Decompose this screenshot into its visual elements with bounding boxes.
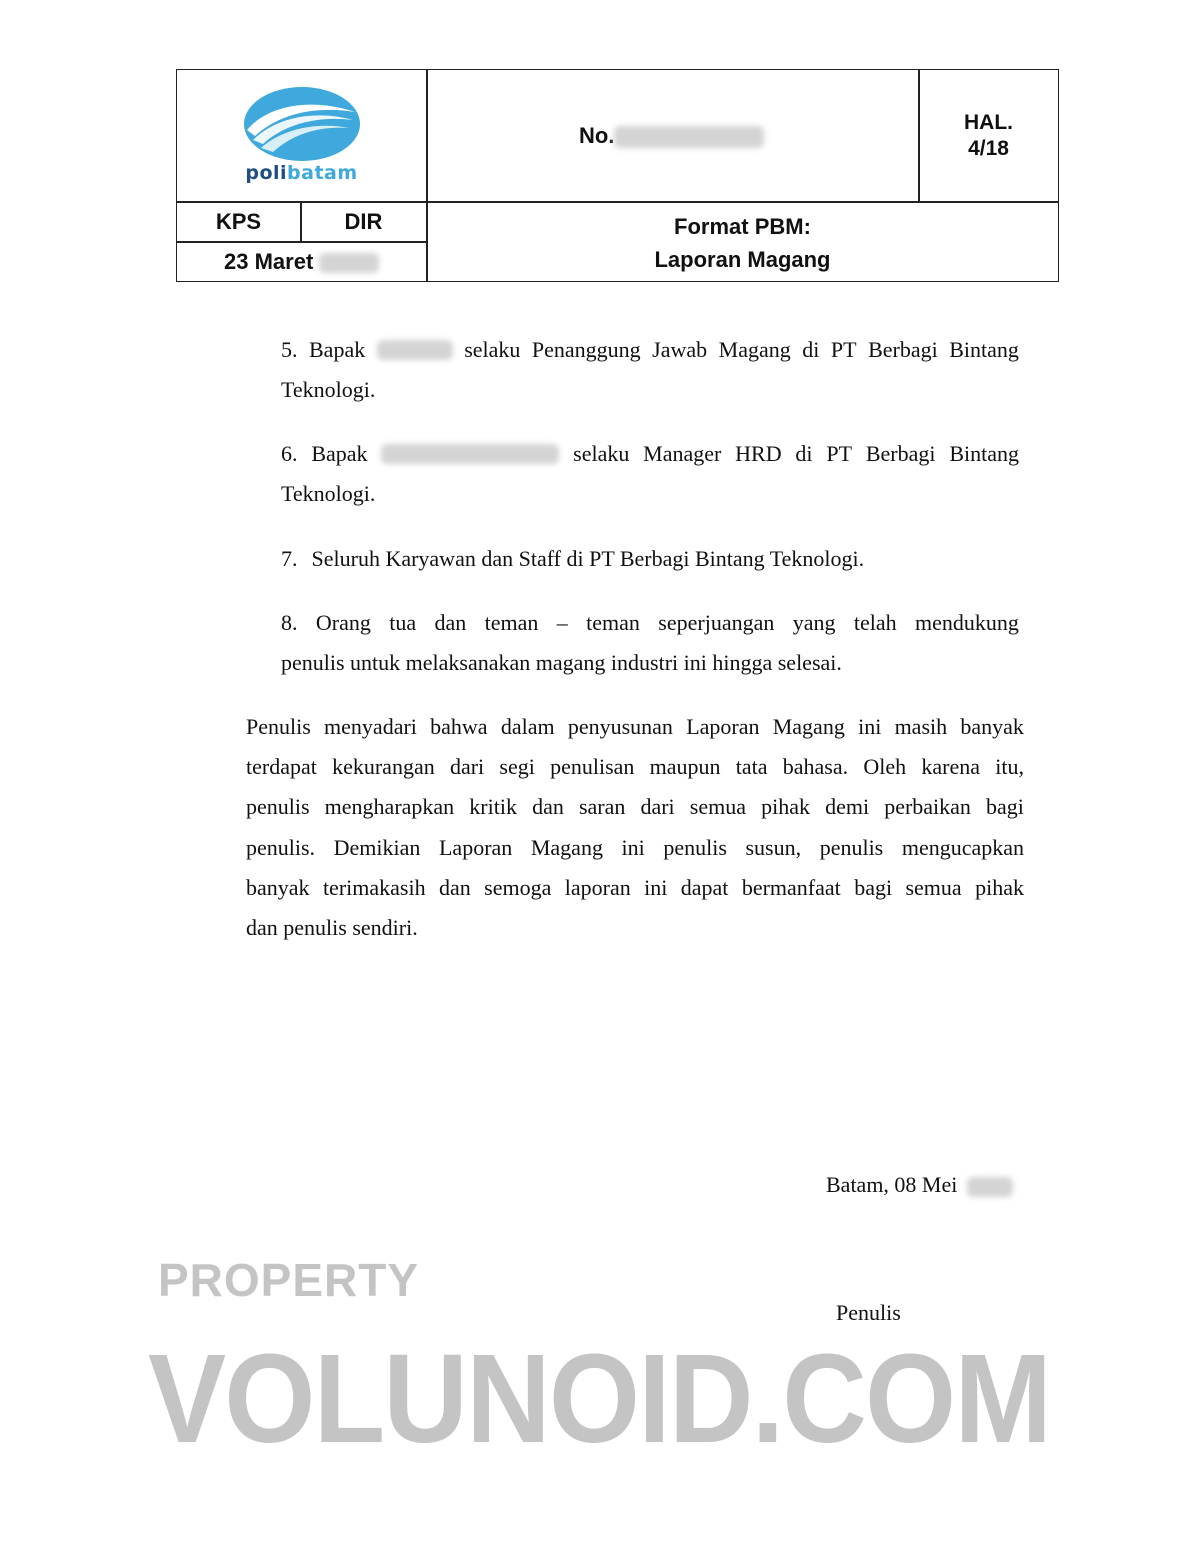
list-item-number: 6.: [281, 441, 298, 466]
signer-label: Penulis: [836, 1300, 901, 1325]
document-header-table: [176, 69, 1059, 282]
paragraph-line: Penulis menyadari bahwa dalam penyusunan Laporan Magang ini masih banyak: [246, 714, 1024, 739]
watermark-line1: PROPERTY: [158, 1254, 420, 1306]
paragraph-line: penulis. Demikian Laporan Magang ini penulis susun, penulis mengucapkan: [246, 834, 1024, 860]
list-item-number: 5.: [281, 337, 298, 362]
list-item-text: Seluruh Karyawan dan Staff di PT Berbagi Bintang Teknologi.: [311, 546, 865, 571]
place-date: Batam, 08 Mei: [826, 1165, 1013, 1205]
logo-cell: [177, 70, 426, 201]
polibatam-logo-icon: [243, 86, 361, 162]
list-item: 5. Bapak selaku Penanggung Jawab Magang di PT Berbagi Bintang Teknologi.: [281, 330, 1019, 410]
redacted-doc-number: [614, 126, 764, 148]
format-title-cell: [427, 202, 1058, 281]
list-item: 6. Bapak selaku Manager HRD di PT Berbagi Bintang Teknologi.: [281, 434, 1019, 514]
kps-label: KPS: [215, 209, 262, 234]
paragraph-line: penulis mengharapkan kritik dan saran dari semua pihak demi perbaikan bagi: [246, 794, 1024, 820]
list-item: 8. Orang tua dan teman – teman seperjuangan yang telah mendukung penulis untuk melaksanakan magang industri ini hingga selesai.: [281, 603, 1019, 683]
paragraph-line: dan penulis sendiri.: [246, 915, 418, 941]
logo-wordmark: polibatam: [245, 162, 358, 184]
issue-date-cell: [177, 242, 426, 281]
redacted-name: [381, 444, 559, 464]
watermark-line2: VOLUNOID.COM: [148, 1328, 1051, 1469]
document-number-cell: [427, 70, 918, 201]
list-item: [281, 539, 1019, 579]
list-item-continuation: Teknologi.: [281, 377, 376, 402]
redacted-year: [967, 1177, 1013, 1197]
dir-label: DIR: [344, 209, 383, 234]
list-item-continuation: penulis untuk melaksanakan magang industri ini hingga selesai.: [281, 650, 842, 675]
list-item-continuation: Teknologi.: [281, 481, 376, 506]
issue-date: 23 Maret: [224, 249, 314, 274]
format-subtitle: Laporan Magang: [654, 247, 831, 272]
page-label: HAL.: [964, 111, 1013, 134]
page-number-cell: [919, 70, 1058, 201]
page-number: 4/18: [968, 137, 1009, 160]
paragraph-line: terdapat kekurangan dari segi penulisan maupun tata bahasa. Oleh karena itu,: [246, 754, 1024, 780]
document-number: No.: [579, 123, 764, 149]
paragraph-line: banyak terimakasih dan semoga laporan ini dapat bermanfaat bagi semua pihak: [246, 874, 1024, 900]
format-title: Format PBM:: [674, 214, 811, 239]
redacted-year: [319, 253, 379, 273]
list-item-number: 8.: [281, 610, 298, 635]
closing-paragraph: [246, 707, 1024, 948]
list-item-number: 7.: [281, 546, 298, 571]
redacted-name: [377, 340, 453, 360]
